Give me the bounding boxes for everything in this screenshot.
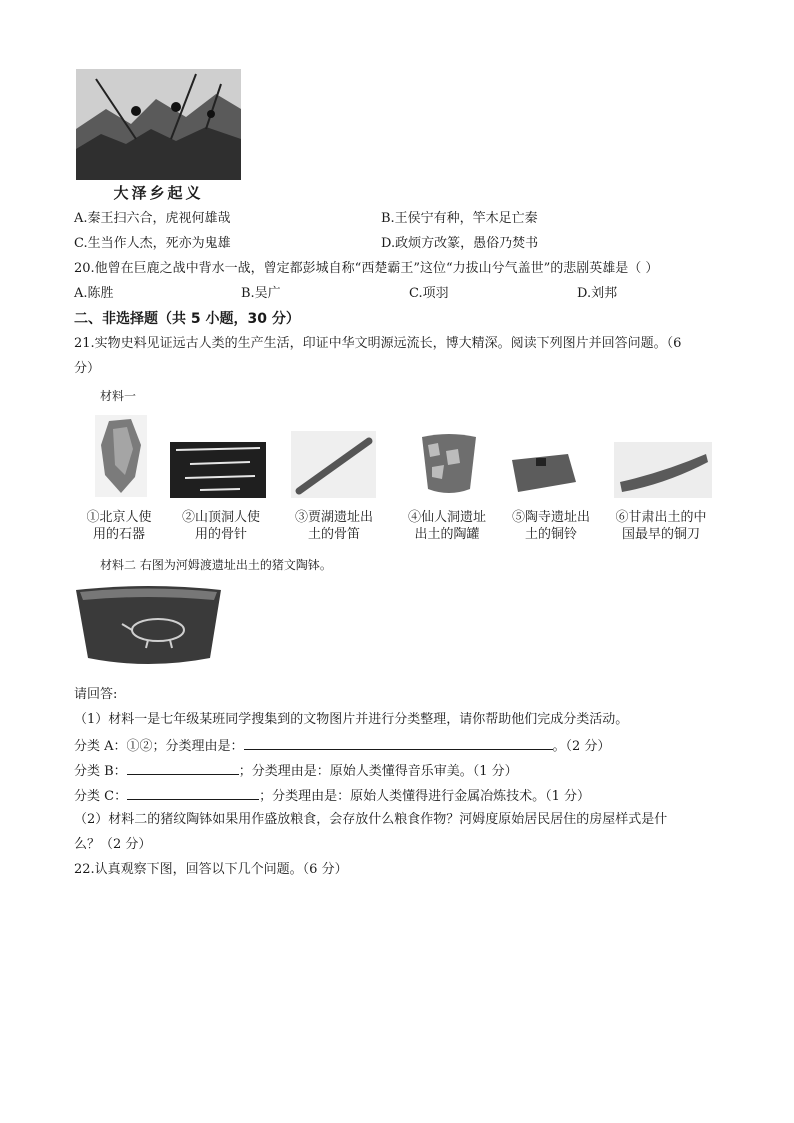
pottery-jar-image	[418, 431, 480, 497]
please-answer: 请回答:	[74, 687, 118, 702]
bronze-knife-image	[614, 442, 712, 498]
dazexiang-uprising-image	[76, 69, 241, 180]
bone-needle-image	[170, 442, 266, 498]
class-a-answer-blank[interactable]	[244, 736, 553, 750]
material2-text: 材料二 右图为河姆渡遗址出土的猪文陶钵。	[100, 558, 332, 572]
q19-option-b: B.王侯宁有种，竿木足亡秦	[381, 211, 538, 226]
q20-option-a: A.陈胜	[74, 286, 114, 301]
q19-option-d: D.政烦方改篆，愚俗乃焚书	[381, 236, 539, 251]
class-b-line: 分类 B： ；分类理由是：原始人类懂得音乐审美。（1 分）	[74, 761, 518, 781]
q19-option-c: C.生当作人杰，死亦为鬼雄	[74, 236, 231, 251]
q20-option-b: B.吴广	[241, 286, 281, 301]
q21-intro-cont: 分）	[74, 361, 101, 376]
artifact-caption: ②山顶洞人使 用的骨针	[181, 510, 260, 542]
sub-question-1: （1）材料一是七年级某班同学搜集到的文物图片并进行分类整理，请你帮助他们完成分类活动。	[74, 712, 629, 727]
pig-pattern-bowl-image	[74, 582, 223, 670]
q20-option-d: D.刘邦	[577, 286, 618, 301]
artifact-caption: ⑤陶寺遗址出 土的铜铃	[511, 510, 590, 542]
artifact-caption: ④仙人洞遗址 出土的陶罐	[407, 510, 486, 542]
q19-option-a: A.秦王扫六合，虎视何雄哉	[74, 211, 231, 226]
q22-question: 22.认真观察下图，回答以下几个问题。（6 分）	[74, 862, 348, 877]
artifact-caption: ①北京人使 用的石器	[86, 510, 152, 542]
sub-question-2-cont: 么？（2 分）	[74, 837, 152, 852]
q20-question: 20.他曾在巨鹿之战中背水一战，曾定都彭城自称“西楚霸王”这位“力拔山兮气盖世”的悲剧英雄是（ ）	[74, 261, 659, 276]
artifact-caption: ⑥甘肃出土的中 国最早的铜刀	[615, 510, 707, 542]
q20-option-c: C.项羽	[409, 286, 449, 301]
image-caption: 大泽乡起义	[113, 184, 204, 202]
q21-intro: 21.实物史料见证远古人类的生产生活，印证中华文明源远流长，博大精深。阅读下列图片并回答问题。（6	[74, 336, 682, 351]
section-title: 二、非选择题（共 5 小题，30 分）	[74, 311, 300, 327]
bronze-bell-image	[506, 446, 580, 498]
material1-label: 材料一	[100, 389, 137, 403]
artifact-caption: ③贾湖遗址出 土的骨笛	[294, 510, 373, 542]
class-c-line: 分类 C： ；分类理由是：原始人类懂得进行金属冶炼技术。（1 分）	[74, 786, 590, 806]
class-b-answer-blank[interactable]	[127, 761, 239, 775]
stone-tool-image	[95, 415, 147, 497]
class-c-answer-blank[interactable]	[127, 786, 259, 800]
sub-question-2: （2）材料二的猪纹陶钵如果用作盛放粮食，会存放什么粮食作物？河姆度原始居民居住的房屋样式是什	[74, 812, 668, 827]
class-a-line: 分类 A：①②；分类理由是： 。（2 分）	[74, 736, 610, 756]
bone-flute-image	[291, 431, 376, 498]
